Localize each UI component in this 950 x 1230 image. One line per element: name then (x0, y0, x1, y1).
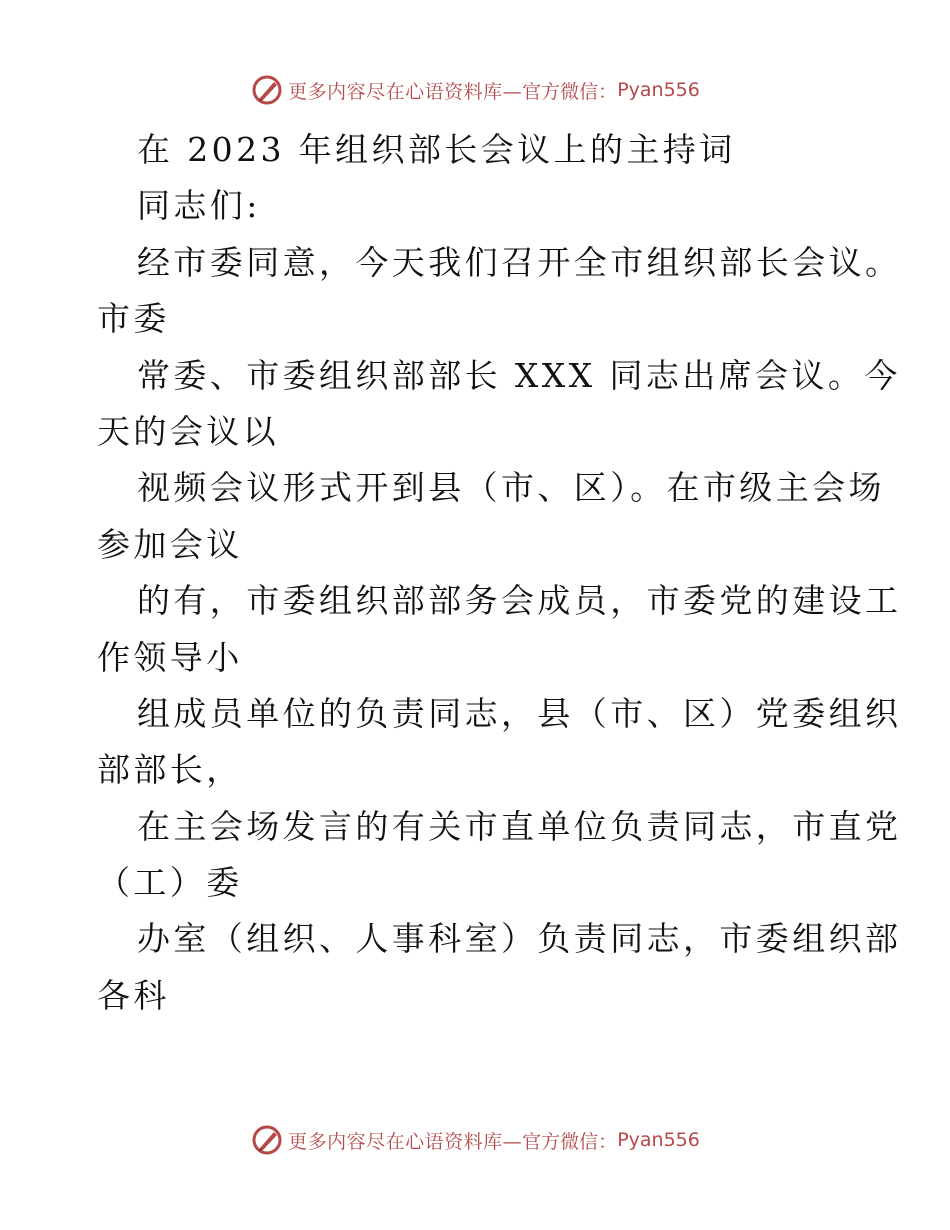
header-banner (0, 70, 950, 110)
text-line: 经市委同意，今天我们召开全市组织部长会议。 (137, 242, 902, 282)
text-line: 部部长， (97, 750, 243, 790)
document-title: 在 2023 年组织部长会议上的主持词 (137, 130, 736, 169)
text-line: （工）委 (97, 863, 243, 903)
pen-logo-icon (250, 1123, 284, 1157)
document-body (97, 122, 902, 1024)
banner-wechat-label: 官方微信： (522, 1130, 618, 1153)
text-line: 参加会议 (97, 524, 243, 564)
banner-wechat-id: Pyan556 (617, 1129, 700, 1151)
pen-logo-icon (250, 73, 284, 107)
footer-banner (0, 1120, 950, 1160)
text-line: 常委、市委组织部部长 XXX 同志出席会议。今 (137, 355, 901, 395)
banner-wechat-label: 官方微信： (522, 80, 618, 103)
text-line: 作领导小 (97, 637, 243, 677)
text-line: 办室（组织、人事科室）负责同志，市委组织部 (137, 919, 902, 959)
text-line: 天的会议以 (97, 411, 279, 451)
banner-text: 更多内容尽在心语资料库— (288, 1130, 523, 1153)
text-line: 各科 (97, 975, 170, 1015)
salutation: 同志们: (137, 186, 261, 226)
text-line: 视频会议形式开到县（市、区）。在市级主会场 (137, 468, 885, 508)
text-line: 市委 (97, 299, 170, 339)
text-line: 组成员单位的负责同志，县（市、区）党委组织 (137, 693, 902, 733)
text-line: 的有，市委组织部部务会成员，市委党的建设工 (137, 581, 902, 621)
banner-wechat-id: Pyan556 (617, 79, 700, 101)
text-line: 在主会场发言的有关市直单位负责同志，市直党 (137, 806, 902, 846)
banner-text: 更多内容尽在心语资料库— (288, 80, 523, 103)
